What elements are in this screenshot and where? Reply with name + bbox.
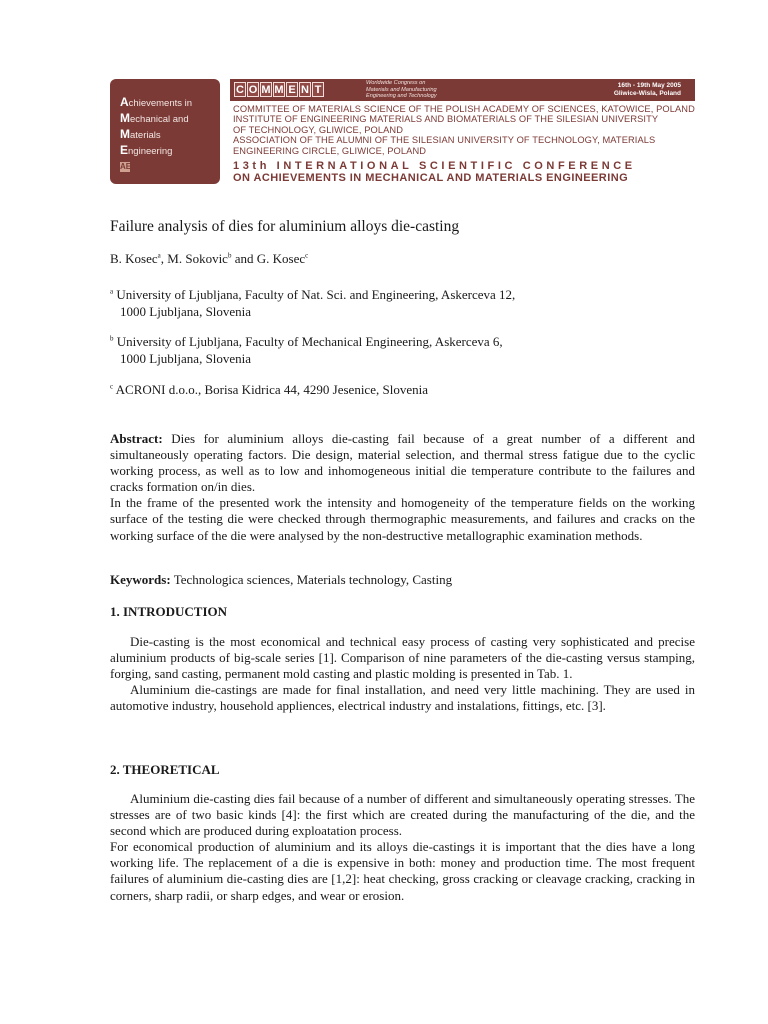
- journal-logo: [110, 79, 220, 184]
- logo-line: Achievements in: [120, 95, 193, 109]
- logo-line: Engineering: [120, 143, 173, 157]
- comment-logo: C O M M E N T: [234, 82, 324, 98]
- section-heading-theoretical: 2. THEORETICAL: [110, 762, 220, 777]
- organizers-list: COMMITTEE OF MATERIALS SCIENCE OF THE POLISH ACADEMY OF SCIENCES, KATOWICE, POLAND INSTITUTE OF ENGINEERING MATERIALS AND BIOMATERIALS OF THE SILESIAN UNIVERSITY OF TECHNOLOGY, GLIWICE, POLAND ASSOCIATION OF THE ALUMNI OF THE SILESIAN UNIVERSITY OF TECHNOLOGY, MATERIALS ENGINEERING CIRCLE, GLIWICE, POLAND: [233, 104, 695, 156]
- conference-title: 13th INTERNATIONAL SCIENTIFIC CONFERENCE ON ACHIEVEMENTS IN MECHANICAL AND MATERIALS ENGINEERING: [233, 160, 636, 184]
- logo-line: Mechanical and: [120, 111, 189, 125]
- affiliation-c: $^c$ ACRONI d.o.o., Borisa Kidrica 44, 4290 Jesenice, Slovenia: [110, 382, 428, 397]
- congress-description: Worldwide Congress on Materials and Manufacturing Engineering and Technology: [366, 80, 437, 100]
- affiliation-b: $^b$ University of Ljubljana, Faculty of Mechanical Engineering, Askerceva 6, 1000 Ljubljana, Slovenia: [110, 334, 503, 366]
- abstract: Abstract: Dies for aluminium alloys die-casting fail because of a great number of a different and simultaneously operating factors. Die design, material selection, and thermal stress fatigue due to the cyclic working process, as well as to low and inhomogeneous initial die temperature contribute to the failures and cracks formation on/in dies. In the frame of the presented work the intensity and homogeneity of the temperature fields on the working surface of the testing die were checked through thermographic measurements, and failures and cracks on the working surface of the die were analysed by the non-destructive metallographic examination methods.: [110, 431, 696, 543]
- logo-emblem-icon: AE: [120, 162, 132, 171]
- introduction-body: Die-casting is the most economical and technical easy process of casting very sophisticated and precise aluminium products of big-scale series [1]. Comparison of nine parameters of the die-casting versus stamping, forging, sand casting, permanent mold casting and plastic molding is presented in Tab. 1. Aluminium die-castings are made for final installation, and need very little machining. They are used in automotive industry, household appliences, electrical industry and instalations, fittings, etc. [3].: [110, 634, 695, 714]
- section-heading-introduction: 1. INTRODUCTION: [110, 604, 228, 619]
- keywords-label: Keywords:: [110, 572, 171, 587]
- keywords: Keywords: Technologica sciences, Materials technology, Casting: [110, 572, 453, 587]
- event-date: 16th - 19th May 2005 Gliwice-Wisla, Poland: [613, 82, 681, 97]
- conference-banner: [230, 79, 695, 101]
- paper-title: Failure analysis of dies for aluminium alloys die-casting: [110, 218, 460, 235]
- author-list: B. Kosec$^a$, M. Sokovic$^b$ and G. Kosec$^c$: [110, 251, 309, 266]
- logo-line: Materials: [120, 127, 161, 141]
- abstract-label: Abstract:: [110, 431, 163, 446]
- affiliation-a: $^a$ University of Ljubljana, Faculty of Nat. Sci. and Engineering, Askerceva 12, 1000 Ljubljana, Slovenia: [110, 287, 516, 319]
- theoretical-body: Aluminium die-casting dies fail because of a number of different and simultaneously operating stresses. The stresses are of two basic kinds [4]: the first which are created during the manufacturing of the die, and the second which are produced during exploatation process. For economical production of aluminium and its alloys die-castings it is important that the dies have a long working life. The replacement of a die is expensive in both: money and production time. The most frequent failures of aluminium die-casting dies are [1,2]: heat checking, gross cracking or cleavage cracking, cracking in corners, sharp radii, or sharp edges, and wear or erosion.: [110, 791, 695, 903]
